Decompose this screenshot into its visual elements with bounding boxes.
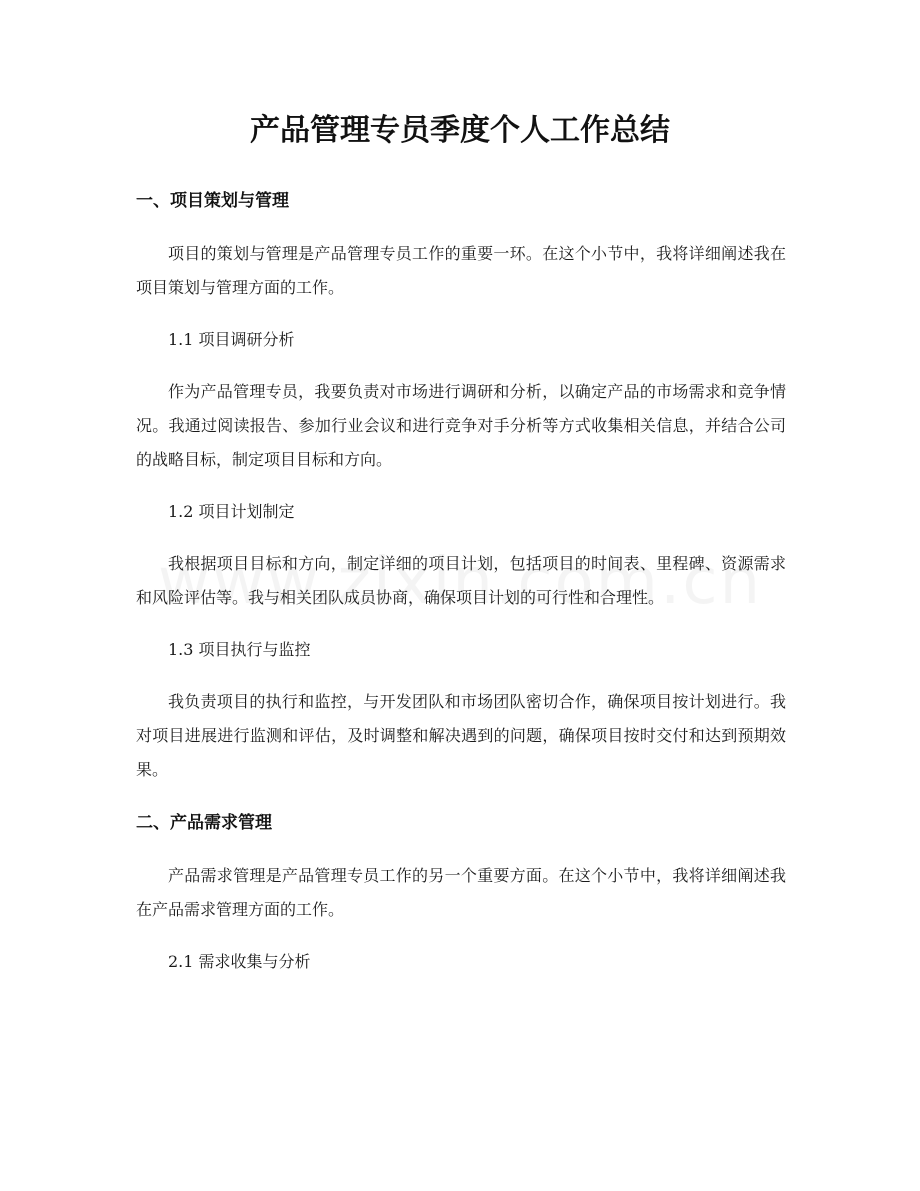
subsection-title-research: 1.1 项目调研分析 <box>168 330 295 349</box>
subsection-paragraph-execution: 我负责项目的执行和监控，与开发团队和市场团队密切合作，确保项目按计划进行。我对项目进展进行监测和评估，及时调整和解决遇到的问题，确保项目按时交付和达到预期效果。 <box>136 692 786 779</box>
section-intro-paragraph-requirements: 产品需求管理是产品管理专员工作的另一个重要方面。在这个小节中，我将详细阐述我在产品需求管理方面的工作。 <box>136 866 786 919</box>
subsection-title-execution: 1.3 项目执行与监控 <box>168 640 311 659</box>
document-body <box>136 183 786 997</box>
subsection-paragraph-research: 作为产品管理专员，我要负责对市场进行调研和分析，以确定产品的市场需求和竞争情况。我通过阅读报告、参加行业会议和进行竞争对手分析等方式收集相关信息，并结合公司的战略目标，制定项目目标和方向。 <box>136 382 786 469</box>
section-heading-project-planning: 一、项目策划与管理 <box>136 191 289 211</box>
document-title: 产品管理专员季度个人工作总结 <box>250 113 670 148</box>
section-heading-requirements: 二、产品需求管理 <box>136 813 272 833</box>
section-intro-paragraph: 项目的策划与管理是产品管理专员工作的重要一环。在这个小节中，我将详细阐述我在项目策划与管理方面的工作。 <box>136 244 786 297</box>
subsection-title-plan: 1.2 项目计划制定 <box>168 502 295 521</box>
subsection-title-collection: 2.1 需求收集与分析 <box>168 952 311 971</box>
subsection-paragraph-plan: 我根据项目目标和方向，制定详细的项目计划，包括项目的时间表、里程碑、资源需求和风险评估等。我与相关团队成员协商，确保项目计划的可行性和合理性。 <box>136 554 786 607</box>
